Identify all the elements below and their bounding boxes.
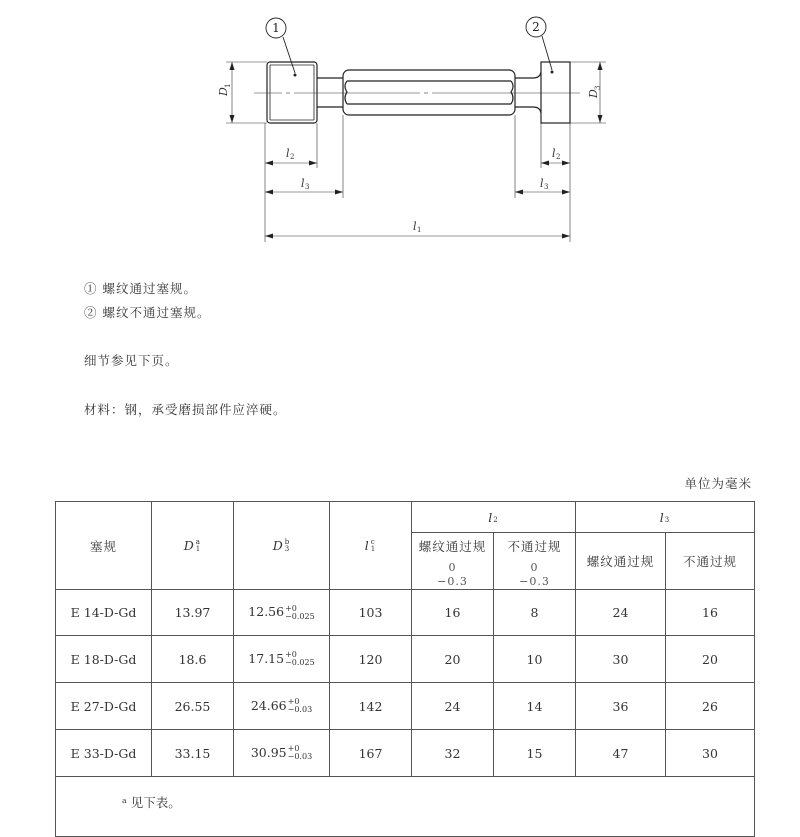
cell-l2-nogo: 14 — [494, 683, 576, 730]
dim-D3-sub: 3 — [594, 85, 602, 90]
dim-D1-main: D — [217, 87, 230, 96]
cell-l3-go: 24 — [576, 590, 666, 636]
table-footnote: ᵃ 见下表。 — [56, 777, 755, 837]
cell-D1: 33.15 — [152, 730, 234, 777]
header-l2: l2 — [412, 502, 576, 533]
cell-l2-go: 24 — [412, 683, 494, 730]
header-l1: l c 1 — [330, 502, 412, 590]
handle — [343, 70, 515, 115]
dim-l2-right-main: l — [552, 147, 556, 160]
header-l2-nogo: 不通过规 0 −0.3 — [494, 533, 576, 590]
cell-l1: 103 — [330, 590, 412, 636]
cell-D3: 12.56 +0 −0.025 — [234, 590, 330, 636]
header-D1: D a 1 — [152, 502, 234, 590]
header-gauge: 塞规 — [56, 502, 152, 590]
cell-l2-go: 32 — [412, 730, 494, 777]
cell-l3-nogo: 30 — [666, 730, 755, 777]
dim-l3-right-main: l — [540, 177, 544, 190]
cell-gauge: E 33-D-Gd — [56, 730, 152, 777]
header-D3: D b 3 — [234, 502, 330, 590]
dim-l2-right-sub: 2 — [556, 153, 561, 161]
cell-l3-nogo: 20 — [666, 636, 755, 683]
cell-l3-go: 47 — [576, 730, 666, 777]
cell-l2-go: 16 — [412, 590, 494, 636]
dim-l1-main: l — [413, 220, 417, 233]
dim-l2-left-sub: 2 — [290, 153, 295, 161]
cell-D1: 18.6 — [152, 636, 234, 683]
cell-gauge: E 18-D-Gd — [56, 636, 152, 683]
unit-label: 单位为毫米 — [684, 476, 752, 491]
gauge-spec-table — [55, 501, 755, 837]
table-row — [56, 730, 755, 777]
callout-1-label: 1 — [272, 21, 280, 35]
table-row — [56, 590, 755, 636]
dim-l2-left-main: l — [286, 147, 290, 160]
cell-l3-go: 30 — [576, 636, 666, 683]
header-l2-go: 螺纹通过规 0 −0.3 — [412, 533, 494, 590]
cell-D1: 13.97 — [152, 590, 234, 636]
cell-l2-nogo: 8 — [494, 590, 576, 636]
no-go-thread-head — [541, 62, 570, 123]
note-material: 材料：钢，承受磨损部件应淬硬。 — [84, 402, 287, 417]
callout-2-label: 2 — [532, 20, 540, 34]
cell-l1: 142 — [330, 683, 412, 730]
dim-l3-right-sub: 3 — [544, 183, 549, 191]
gauge-drawing — [0, 0, 800, 260]
plug-gauge-diagram — [0, 0, 800, 260]
cell-l3-nogo: 16 — [666, 590, 755, 636]
cell-D1: 26.55 — [152, 683, 234, 730]
table-row — [56, 683, 755, 730]
cell-l2-go: 20 — [412, 636, 494, 683]
cell-gauge: E 27-D-Gd — [56, 683, 152, 730]
header-l3-nogo: 不通过规 — [666, 533, 755, 590]
dim-l3-left-sub: 3 — [305, 183, 310, 191]
cell-l1: 167 — [330, 730, 412, 777]
table-row — [56, 636, 755, 683]
dim-D1-sub: 1 — [224, 83, 232, 88]
cell-D3: 30.95 +0 −0.03 — [234, 730, 330, 777]
cell-l3-nogo: 26 — [666, 683, 755, 730]
dim-l1-sub: 1 — [417, 226, 422, 234]
cell-l2-nogo: 10 — [494, 636, 576, 683]
go-thread-head — [267, 62, 317, 123]
cell-D3: 24.66 +0 −0.03 — [234, 683, 330, 730]
cell-D3: 17.15 +0 −0.025 — [234, 636, 330, 683]
cell-l1: 120 — [330, 636, 412, 683]
cell-l3-go: 36 — [576, 683, 666, 730]
cell-gauge: E 14-D-Gd — [56, 590, 152, 636]
header-l3: l3 — [576, 502, 755, 533]
cell-l2-nogo: 15 — [494, 730, 576, 777]
dim-l3-left-main: l — [301, 177, 305, 190]
note-callout-2: ② 螺纹不通过塞规。 — [84, 305, 211, 320]
note-details: 细节参见下页。 — [84, 353, 179, 368]
note-callout-1: ① 螺纹通过塞规。 — [84, 281, 197, 296]
dim-D3-main: D — [587, 89, 600, 98]
header-l3-go: 螺纹通过规 — [576, 533, 666, 590]
